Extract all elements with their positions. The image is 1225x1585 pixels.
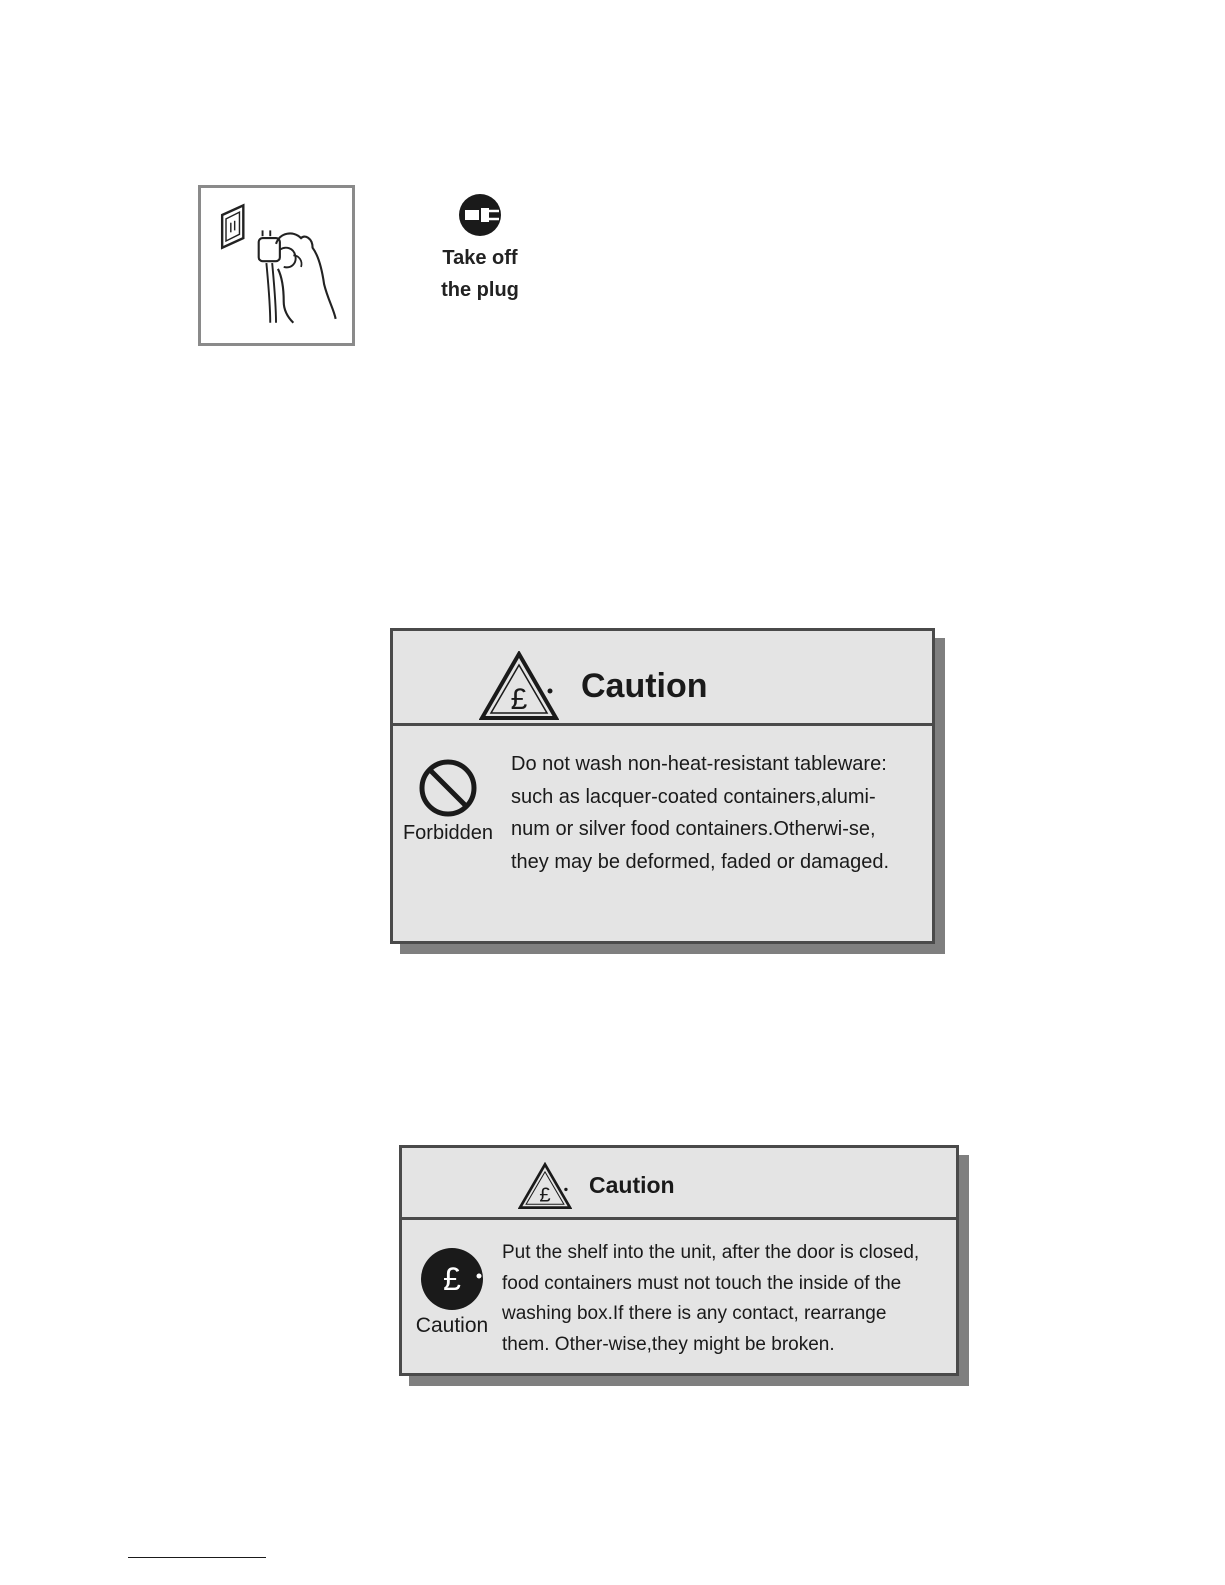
forbidden-label: Forbidden (402, 822, 494, 844)
panel-header (402, 1148, 956, 1220)
panel-title: Caution (581, 667, 708, 705)
footer-divider (128, 1557, 266, 1558)
panel-text-line: Put the shelf into the unit, after the door is closed, (502, 1242, 920, 1263)
svg-text:£: £ (539, 1184, 551, 1207)
warning-triangle-icon (518, 1162, 572, 1210)
caution-panel-forbidden (390, 628, 935, 944)
svg-text:£: £ (510, 683, 528, 716)
panel-text-line: them. Other-wise,they might be broken. (502, 1333, 835, 1355)
panel-text-line: washing box.If there is any contact, rearrange (502, 1303, 887, 1324)
unplug-symbol-icon (457, 192, 503, 238)
unplug-caption: Take off the plug (441, 247, 519, 301)
panel-text (511, 748, 921, 878)
panel-text-line: they may be deformed, faded or damaged. (511, 850, 890, 873)
panel-header (393, 631, 932, 726)
caution-symbol (410, 1246, 494, 1338)
panel-text-line: Do not wash non-heat-resistant tableware: (511, 753, 887, 775)
panel-text-line: num or silver food containers.Otherwi-se, (511, 818, 876, 840)
caution-circle-icon (419, 1246, 485, 1312)
caution-label: Caution (415, 1314, 489, 1337)
hand-unplugging-plug-icon (201, 188, 352, 343)
panel-text-line: food containers must not touch the inside of the (502, 1272, 902, 1294)
warning-triangle-icon (479, 651, 559, 721)
caution-panel-shelf (399, 1145, 959, 1376)
panel-text (502, 1238, 948, 1360)
svg-text:£: £ (443, 1261, 461, 1297)
forbidden-symbol (393, 756, 503, 845)
panel-title: Caution (589, 1172, 675, 1198)
forbidden-icon (416, 756, 480, 820)
unplug-symbol (420, 192, 540, 306)
panel-text-line: such as lacquer-coated containers,alumi- (511, 785, 876, 808)
plug-illustration-box (198, 185, 355, 346)
